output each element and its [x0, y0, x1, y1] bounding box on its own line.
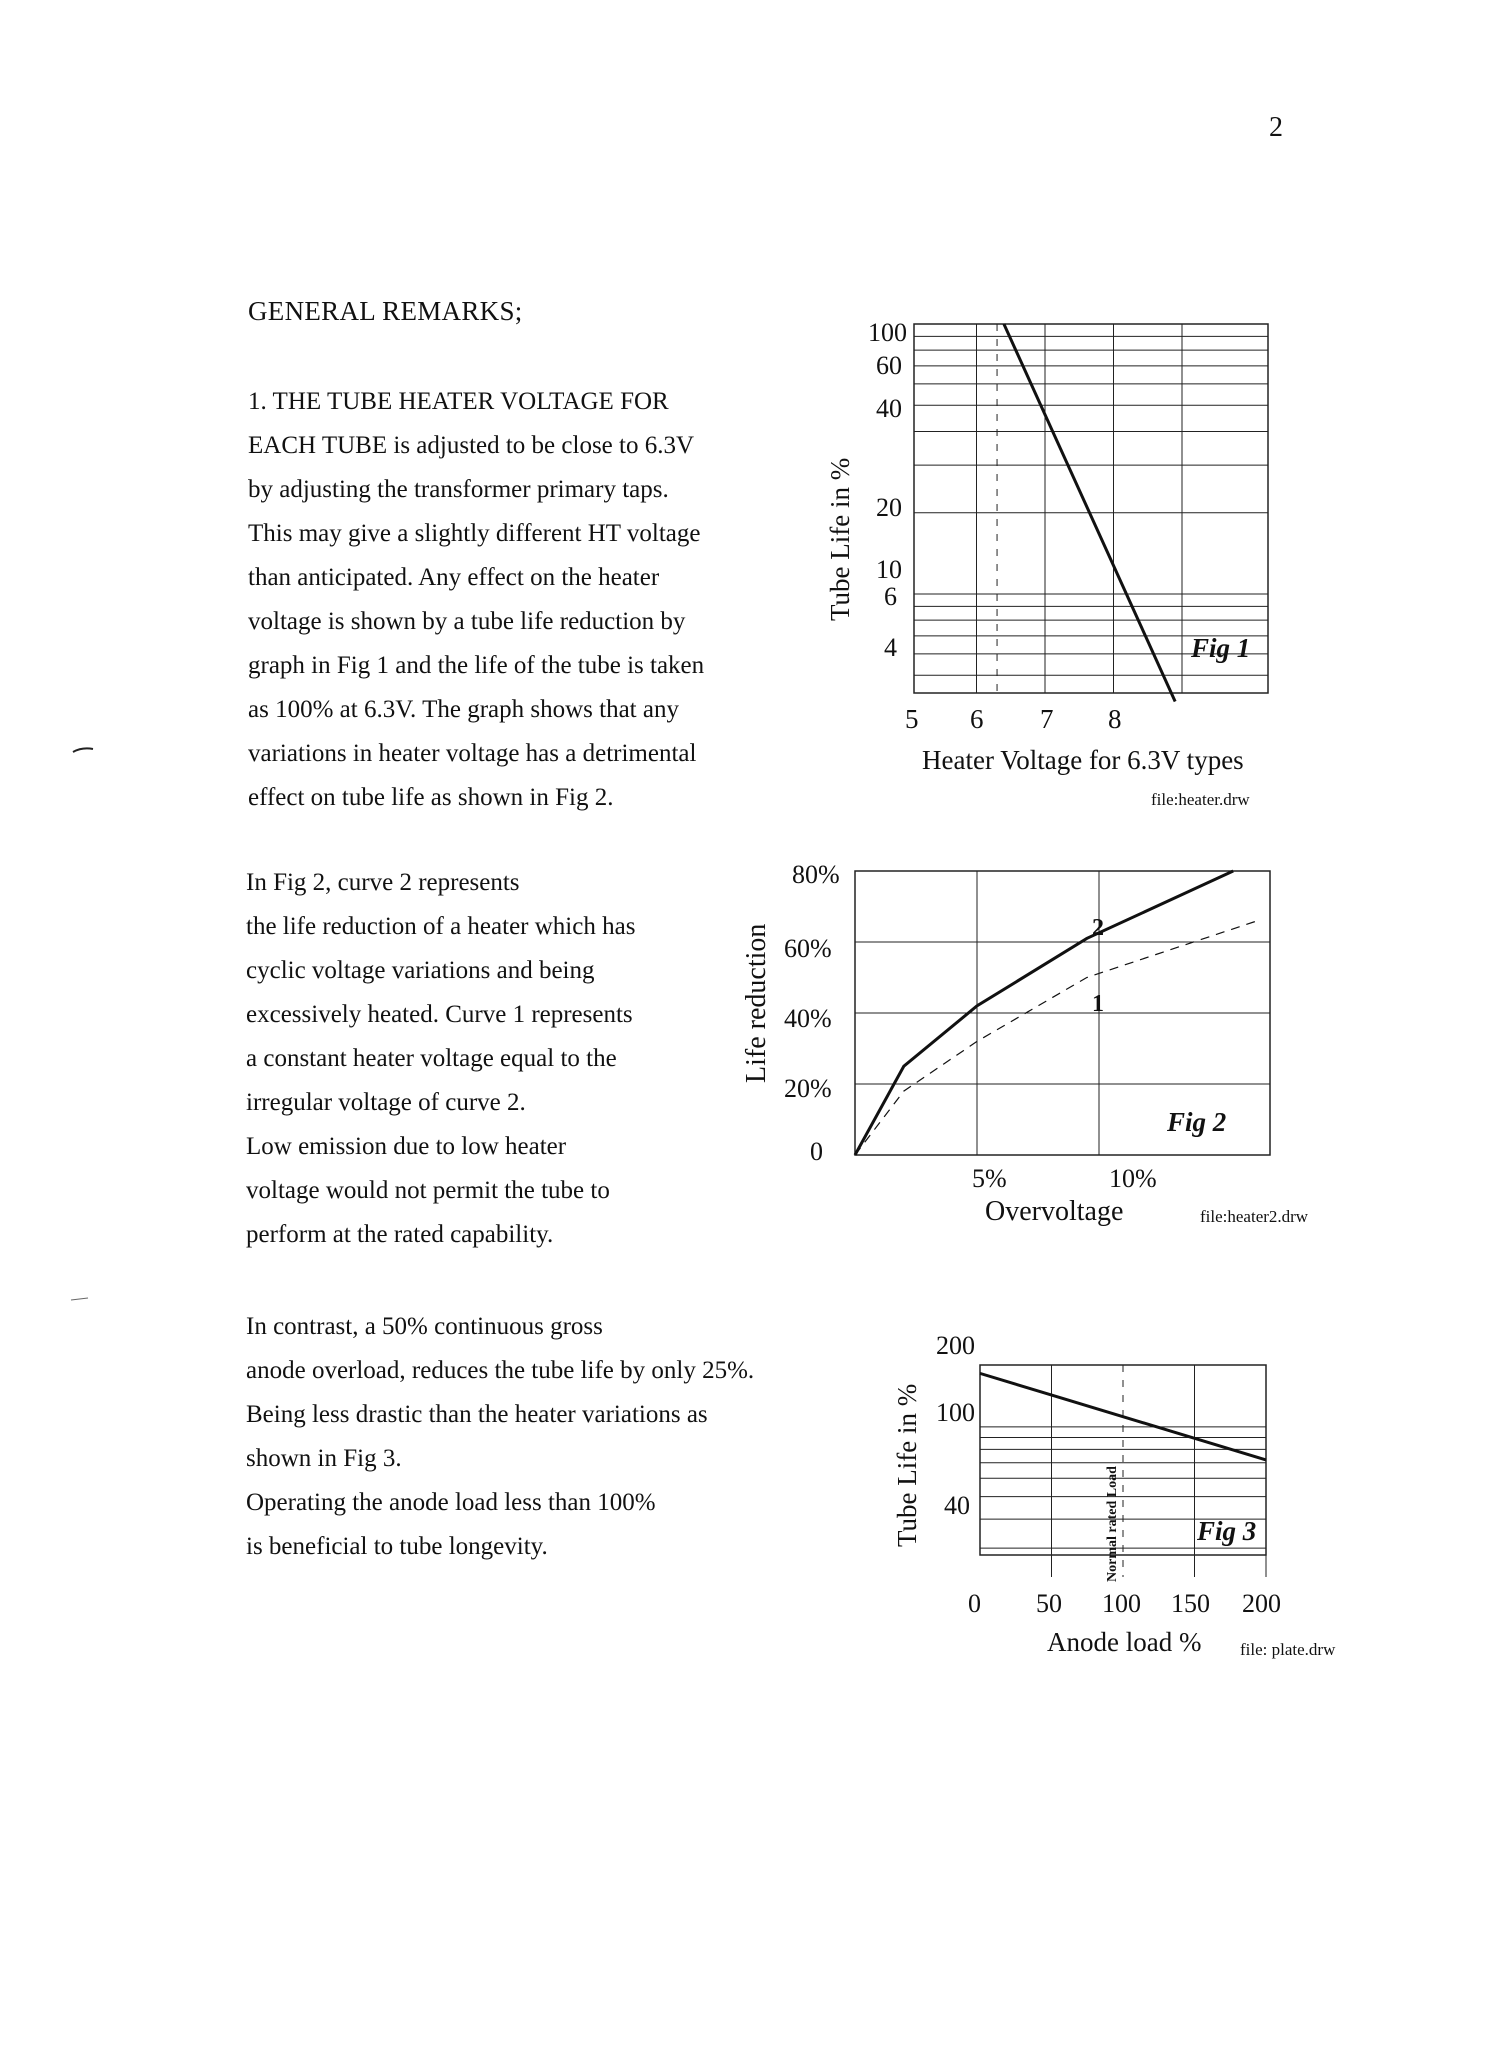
- paragraph-line: In contrast, a 50% continuous gross: [246, 1313, 603, 1340]
- paragraph-line: irregular voltage of curve 2.: [246, 1089, 526, 1116]
- paragraph-line: a constant heater voltage equal to the: [246, 1045, 617, 1072]
- fig3-y-axis-label: Tube Life in %: [892, 1383, 922, 1547]
- paragraph-line: graph in Fig 1 and the life of the tube is taken: [248, 652, 705, 679]
- fig3-y-ticks: [936, 1331, 975, 1520]
- fig3-xtick-label: 100: [1102, 1589, 1141, 1618]
- fig2-xtick-label: 5%: [972, 1164, 1007, 1193]
- paragraph-line: is beneficial to tube longevity.: [246, 1533, 548, 1560]
- fig2-curve2-label: 2: [1092, 915, 1104, 941]
- fig3-label: Fig 3: [1197, 1516, 1257, 1546]
- fig1-ytick-label: 4: [884, 633, 897, 662]
- fig2-ytick-label: 20%: [784, 1074, 832, 1103]
- fig1-ytick-label: 40: [876, 394, 902, 423]
- fig3-xtick-label: 150: [1171, 1589, 1210, 1618]
- paragraph-line: excessively heated. Curve 1 represents: [246, 1001, 633, 1028]
- paragraph-line: voltage would not permit the tube to: [246, 1177, 610, 1204]
- fig1-xtick-label: 7: [1040, 704, 1054, 734]
- fig3-ytick-label: 100: [936, 1398, 975, 1427]
- fig1-xtick-label: 6: [970, 704, 984, 734]
- fig3-file-note: file: plate.drw: [1240, 1640, 1336, 1659]
- fig2-ytick-label: 0: [810, 1137, 823, 1166]
- fig1-label: Fig 1: [1191, 633, 1251, 663]
- fig3-ytick-label: 40: [944, 1491, 970, 1520]
- fig2-file-note: file:heater2.drw: [1200, 1207, 1309, 1226]
- paragraph-line: 1. THE TUBE HEATER VOLTAGE FOR: [248, 388, 669, 415]
- fig3-x-axis-label: Anode load %: [1047, 1627, 1202, 1657]
- fig2-y-axis-label: Life reduction: [741, 923, 772, 1083]
- paragraph-line: In Fig 2, curve 2 represents: [246, 869, 520, 896]
- fig3-xtick-label: 50: [1036, 1589, 1062, 1618]
- fig1-y-axis-label: Tube Life in %: [825, 457, 855, 621]
- paragraph-line: voltage is shown by a tube life reduction by: [248, 608, 686, 635]
- page-number: 2: [1269, 112, 1283, 143]
- paragraph-line: the life reduction of a heater which has: [246, 913, 636, 940]
- fig1-file-note: file:heater.drw: [1151, 790, 1250, 809]
- paragraph-line: cyclic voltage variations and being: [246, 957, 595, 984]
- fig1-ytick-label: 20: [876, 493, 902, 522]
- paragraph-line: Operating the anode load less than 100%: [246, 1489, 656, 1516]
- fig2-x-axis-label: Overvoltage: [985, 1196, 1124, 1227]
- paragraph-line: variations in heater voltage has a detrimental: [248, 740, 697, 767]
- fig3-xtick-label: 0: [968, 1589, 981, 1618]
- fig2-ytick-label: 60%: [784, 934, 832, 963]
- paragraph-line: Low emission due to low heater: [246, 1133, 567, 1160]
- fig2-xtick-label: 10%: [1109, 1164, 1157, 1193]
- fig1-ytick-label: 6: [884, 582, 897, 611]
- paragraph-line: as 100% at 6.3V. The graph shows that any: [248, 696, 679, 723]
- fig1-xtick-label: 5: [905, 704, 919, 734]
- paragraph-line: EACH TUBE is adjusted to be close to 6.3V: [248, 432, 695, 459]
- fig3-x-ticks: [968, 1589, 1281, 1618]
- paragraph-line: Being less drastic than the heater variations as: [246, 1401, 708, 1428]
- fig1-ytick-label: 100: [868, 318, 907, 347]
- fig3-ytick-label: 200: [936, 1331, 975, 1360]
- fig3-rated-load-annotation: Normal rated Load: [1105, 1466, 1120, 1582]
- paragraph-line: shown in Fig 3.: [246, 1445, 402, 1472]
- paragraph-line: by adjusting the transformer primary taps.: [248, 476, 669, 503]
- paragraph-line: anode overload, reduces the tube life by only 25%.: [246, 1357, 755, 1384]
- paragraph-line: effect on tube life as shown in Fig 2.: [248, 784, 614, 811]
- paragraph-line: than anticipated. Any effect on the heater: [248, 564, 660, 591]
- section-heading: GENERAL REMARKS;: [248, 296, 523, 326]
- fig2-ytick-label: 80%: [792, 860, 840, 889]
- fig2-ytick-label: 40%: [784, 1004, 832, 1033]
- fig1-xtick-label: 8: [1108, 704, 1122, 734]
- paragraph-line: This may give a slightly different HT voltage: [248, 520, 701, 547]
- fig3-xtick-label: 200: [1242, 1589, 1281, 1618]
- fig2-label: Fig 2: [1167, 1107, 1227, 1137]
- fig1-ytick-label: 60: [876, 351, 902, 380]
- fig1-x-axis-label: Heater Voltage for 6.3V types: [922, 745, 1244, 775]
- paragraph-line: perform at the rated capability.: [246, 1221, 554, 1248]
- fig2-curve1-label: 1: [1092, 991, 1104, 1017]
- fig1-ytick-label: 10: [876, 555, 902, 584]
